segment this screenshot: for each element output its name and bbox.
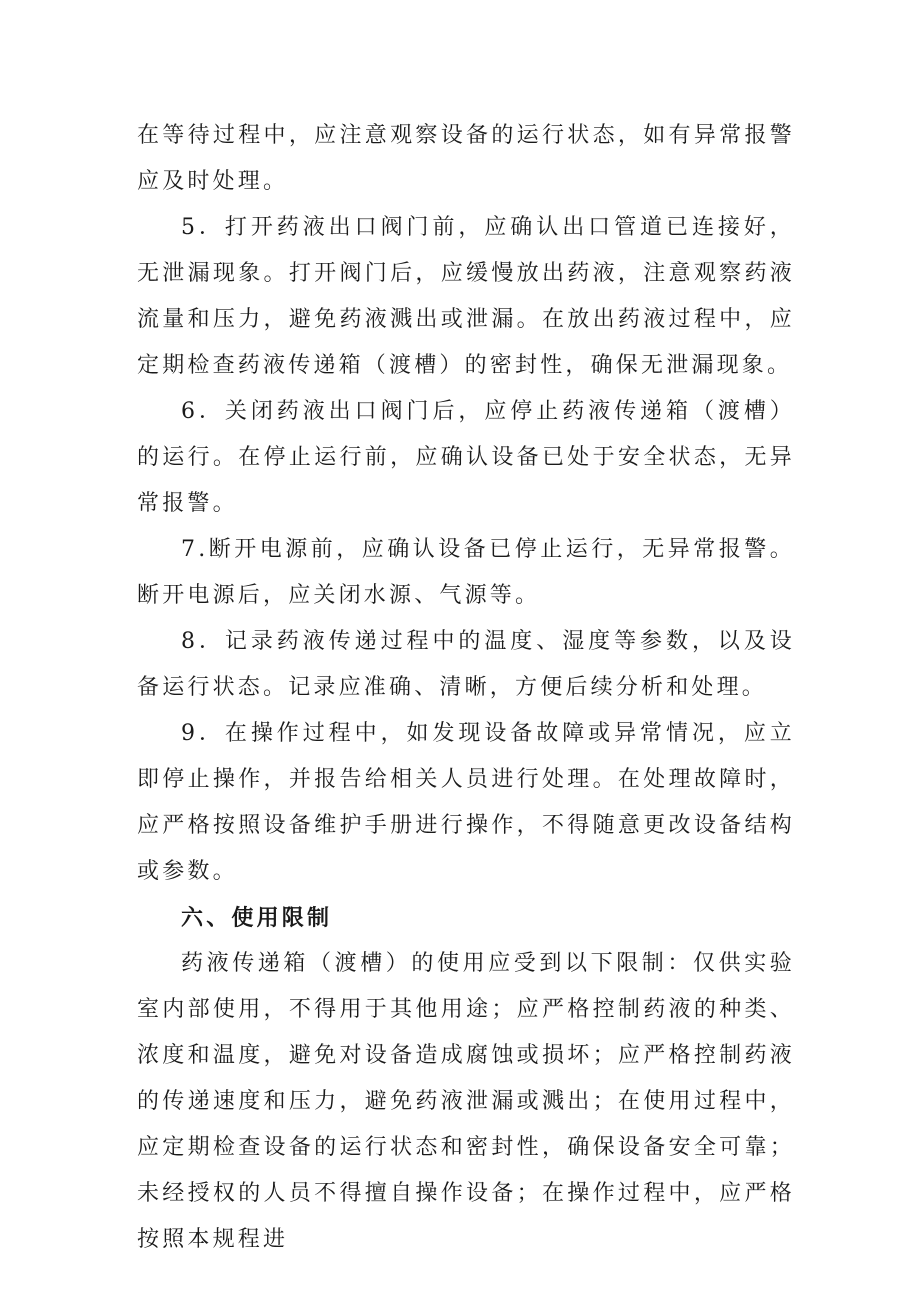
paragraph-step-5: 5．打开药液出口阀门前，应确认出口管道已连接好，无泄漏现象。打开阀门后，应缓慢放出药液，注意观察药液流量和压力，避免药液溅出或泄漏。在放出药液过程中，应定期检查药液传递箱（渡槽）的密封性，确保无泄漏现象。 (137, 215, 795, 378)
section-heading-usage-restrictions: 六、使用限制 (181, 905, 333, 931)
paragraph-step-6: 6．关闭药液出口阀门后，应停止药液传递箱（渡槽）的运行。在停止运行前，应确认设备已处于安全状态，无异常报警。 (137, 399, 795, 516)
paragraph-step-8: 8．记录药液传递过程中的温度、湿度等参数，以及设备运行状态。记录应准确、清晰，方便后续分析和处理。 (137, 629, 795, 700)
document-body (137, 113, 795, 1263)
paragraph-step-9: 9．在操作过程中，如发现设备故障或异常情况，应立即停止操作，并报告给相关人员进行处理。在处理故障时，应严格按照设备维护手册进行操作，不得随意更改设备结构或参数。 (137, 721, 795, 884)
paragraph-usage-restrictions: 药液传递箱（渡槽）的使用应受到以下限制：仅供实验室内部使用，不得用于其他用途；应严格控制药液的种类、浓度和温度，避免对设备造成腐蚀或损坏；应严格控制药液的传递速度和压力，避免药液泄漏或溅出；在使用过程中，应定期检查设备的运行状态和密封性，确保设备安全可靠；未经授权的人员不得擅自操作设备；在操作过程中，应严格按照本规程进 (137, 951, 795, 1252)
paragraph-continuation: 在等待过程中，应注意观察设备的运行状态，如有异常报警应及时处理。 (137, 123, 795, 194)
paragraph-step-7: 7.断开电源前，应确认设备已停止运行，无异常报警。断开电源后，应关闭水源、气源等。 (137, 537, 795, 608)
